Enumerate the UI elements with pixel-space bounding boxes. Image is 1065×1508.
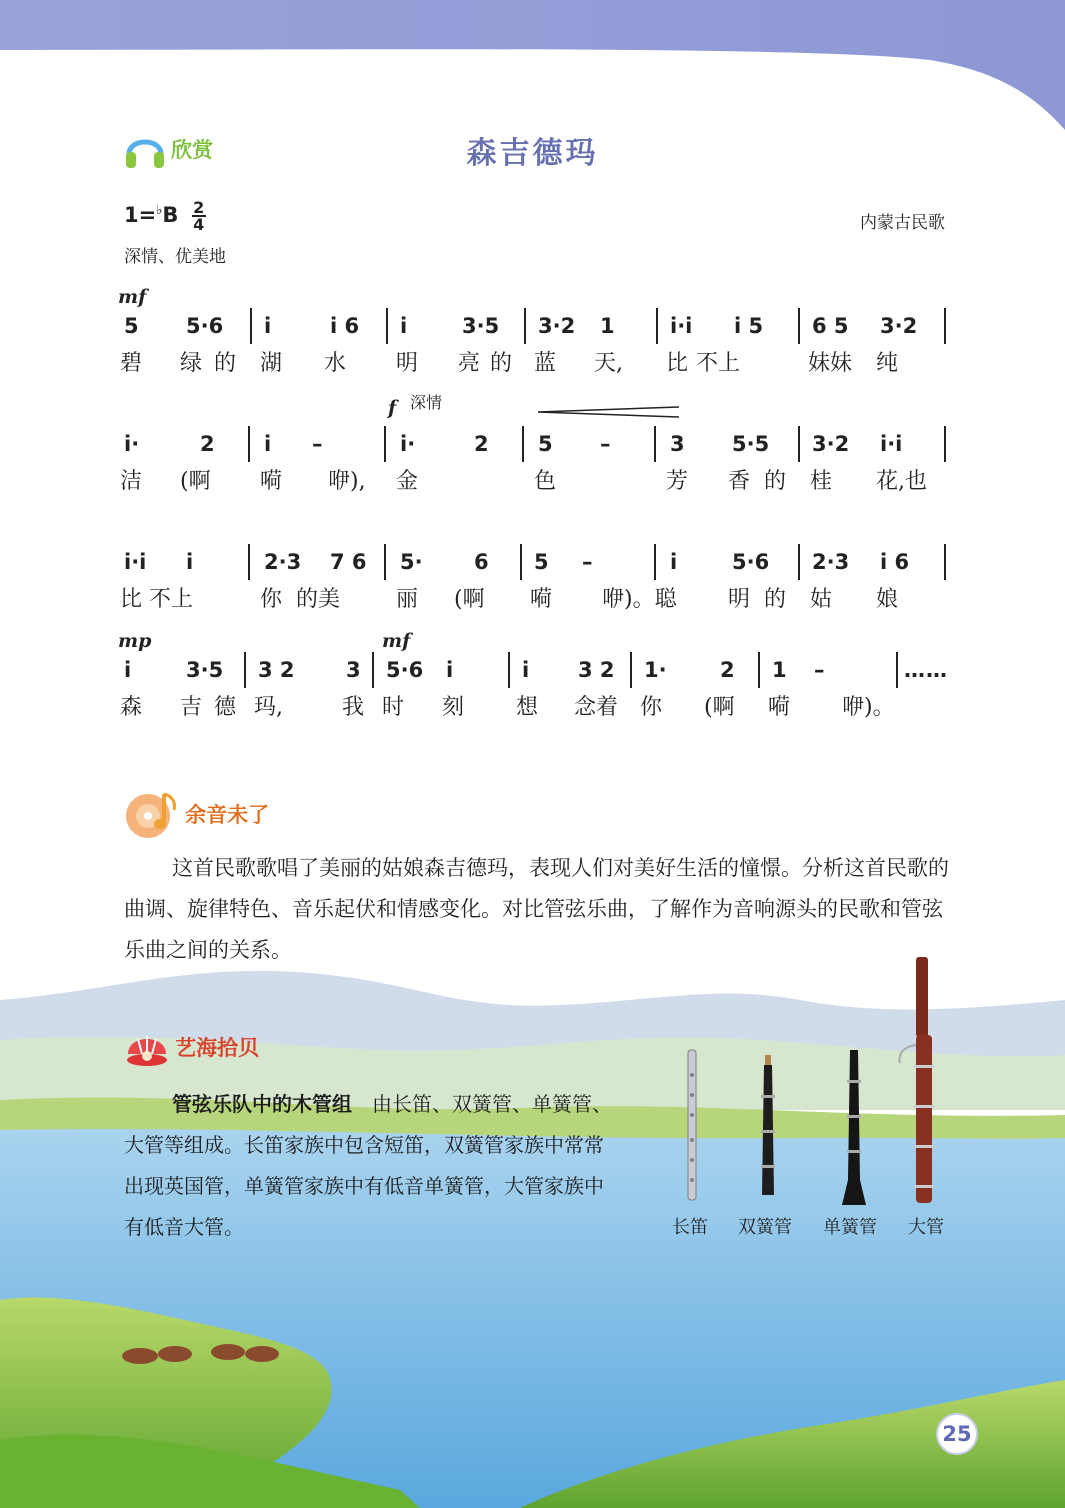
lyrics [120, 690, 950, 720]
note: i· [124, 432, 140, 456]
note: 7 6 [330, 550, 367, 574]
clarinet-icon [842, 1050, 866, 1205]
note: 2·3 [812, 550, 850, 574]
note: i 6 [880, 550, 910, 574]
note: i [446, 658, 454, 682]
lyric: 咿)。聪 [602, 587, 677, 612]
lyric: 森 [120, 695, 143, 720]
lyric: 纯 [876, 351, 899, 376]
art-shell-section-header [124, 1024, 259, 1070]
note: 1 [600, 314, 615, 338]
dynamic-mf: mf [118, 286, 147, 308]
lyric: 的 [490, 351, 513, 376]
lyric: 姑 [810, 587, 833, 612]
lyric: 的 [764, 469, 787, 494]
lyric: 咿)。 [842, 695, 895, 720]
lyric: 水 [324, 351, 347, 376]
lyric: 明 [728, 587, 751, 612]
dynamic-f: f [388, 397, 397, 419]
reflection-section-header [124, 788, 269, 840]
dynamic-mf-2: mf [382, 630, 411, 652]
lyric: 刻 [442, 695, 465, 720]
lyric: (啊 [704, 695, 735, 720]
note: 3 [346, 658, 361, 682]
note: i [186, 550, 194, 574]
key-note: B [162, 203, 179, 227]
key-prefix: 1= [124, 203, 157, 227]
note: i [264, 432, 272, 456]
lyric: 比 不上 [120, 587, 193, 612]
note: 5 [124, 314, 139, 338]
note: 3 [670, 432, 685, 456]
art-shell-heading: 管弦乐队中的木管组 [172, 1092, 352, 1116]
lyric: 绿 [180, 351, 203, 376]
note: i 6 [330, 314, 360, 338]
lyrics [120, 346, 950, 376]
note: 3·5 [462, 314, 500, 338]
note: 2 [720, 658, 735, 682]
lyric: 花,也 [876, 469, 927, 494]
lyric: 娘 [876, 587, 899, 612]
bassoon-icon [900, 957, 934, 1203]
key-signature [124, 200, 206, 232]
flute-icon [688, 1050, 696, 1200]
note: – [814, 658, 825, 682]
lyric: 你 [260, 587, 283, 612]
lyrics [120, 582, 950, 612]
notes [124, 658, 950, 694]
instrument-label-oboe: 双簧管 [738, 1217, 792, 1238]
note: 2 [474, 432, 489, 456]
note: i· [400, 432, 416, 456]
song-source: 内蒙古民歌 [860, 213, 945, 233]
note: 3·5 [186, 658, 224, 682]
time-bottom: 4 [193, 215, 205, 234]
note: i·i [670, 314, 693, 338]
lyric: 蓝 [534, 351, 557, 376]
ending-dots: …… [904, 658, 948, 682]
lyric: 不上 [696, 351, 741, 376]
note: – [600, 432, 611, 456]
lyric: 时 [382, 695, 405, 720]
lyric: 想 [516, 695, 539, 720]
note: – [582, 550, 593, 574]
lyric: 碧 [120, 351, 143, 376]
lyric: 明 [396, 351, 419, 376]
lyric: (啊 [454, 587, 485, 612]
note: 1· [644, 658, 667, 682]
note: i 5 [734, 314, 764, 338]
note: 3·2 [880, 314, 918, 338]
notes [124, 314, 950, 350]
note: 5 [538, 432, 553, 456]
lyric: 桂 [810, 469, 833, 494]
note: 5·6 [732, 550, 770, 574]
note: i [522, 658, 530, 682]
lyric: (啊 [180, 469, 211, 494]
lyric: 的 [214, 351, 237, 376]
lyric: 芳 [666, 469, 689, 494]
note: 5 [534, 550, 549, 574]
woodwind-instruments-illustration [670, 955, 960, 1210]
lyric: 嗬 [530, 587, 553, 612]
lyric: 德 [214, 695, 237, 720]
lyric: 妹妹 [808, 351, 853, 376]
note: i [124, 658, 132, 682]
instrument-label-bassoon: 大管 [908, 1217, 944, 1238]
note: 6 5 [812, 314, 849, 338]
music-disc-icon [124, 788, 180, 840]
lyric: 嗬 [260, 469, 283, 494]
art-shell-label: 艺海拾贝 [175, 1036, 260, 1060]
lyric: 香 [728, 469, 751, 494]
lyric: 天, [594, 351, 623, 376]
note: – [312, 432, 323, 456]
lyric: 色 [534, 469, 557, 494]
note: 5·6 [386, 658, 424, 682]
note: 5· [400, 550, 423, 574]
lyric: 比 [666, 351, 689, 376]
lyric: 玛, [254, 695, 283, 720]
lyric: 你 [640, 695, 663, 720]
lyric: 咿), [328, 469, 366, 494]
flat-sign: ♭ [156, 203, 163, 218]
lyrics [120, 464, 950, 494]
song-title: 森吉德玛 [466, 136, 599, 171]
note: 1 [772, 658, 787, 682]
note: i [670, 550, 678, 574]
reflection-label: 余音未了 [185, 803, 270, 827]
notes [124, 432, 950, 468]
time-top: 2 [193, 198, 205, 217]
note: i·i [124, 550, 147, 574]
lyric: 湖 [260, 351, 283, 376]
note: 3·2 [812, 432, 850, 456]
lyric: 丽 [396, 587, 419, 612]
lyric: 洁 [120, 469, 143, 494]
time-signature [192, 200, 206, 232]
art-shell-text [124, 1084, 618, 1248]
lyric: 亮 [458, 351, 481, 376]
note: 3·2 [538, 314, 576, 338]
appreciation-label: 欣赏 [171, 138, 214, 162]
dynamic-mp: mp [118, 630, 152, 652]
note: i [264, 314, 272, 338]
oboe-icon [761, 1055, 775, 1195]
lyric: 我 [342, 695, 365, 720]
lyric: 的美 [296, 587, 341, 612]
note: 2 [200, 432, 215, 456]
seashell-icon [124, 1024, 170, 1070]
notes [124, 550, 950, 586]
reflection-text: 这首民歌歌唱了美丽的姑娘森吉德玛，表现人们对美好生活的憧憬。分析这首民歌的曲调、旋律特色、音乐起伏和情感变化。对比管弦乐曲，了解作为音响源头的民歌和管弦乐曲之间的关系。 [124, 856, 949, 962]
note: 6 [474, 550, 489, 574]
art-shell-body: 由长笛、双簧管、单簧管、大管等组成。长笛家族中包含短笛，双簧管家族中常常出现英国管，单簧管家族中有低音单簧管，大管家族中有低音大管。 [124, 1092, 612, 1239]
note: 3 2 [578, 658, 615, 682]
page-number: 25 [936, 1413, 978, 1455]
lyric: 金 [396, 469, 419, 494]
lyric: 念着 [574, 695, 619, 720]
note: i·i [880, 432, 903, 456]
note: 2·3 [264, 550, 302, 574]
crescendo-mark [536, 405, 681, 419]
instrument-label-clarinet: 单簧管 [823, 1217, 877, 1238]
note: 5·5 [732, 432, 770, 456]
instrument-label-flute: 长笛 [672, 1217, 708, 1238]
lyric: 的 [764, 587, 787, 612]
note: 5·6 [186, 314, 224, 338]
lyric: 嗬 [768, 695, 791, 720]
note: i [400, 314, 408, 338]
tempo-marking: 深情、优美地 [124, 247, 226, 267]
note: 3 2 [258, 658, 295, 682]
lyric: 吉 [180, 695, 203, 720]
expression-deep: 深情 [410, 393, 443, 412]
